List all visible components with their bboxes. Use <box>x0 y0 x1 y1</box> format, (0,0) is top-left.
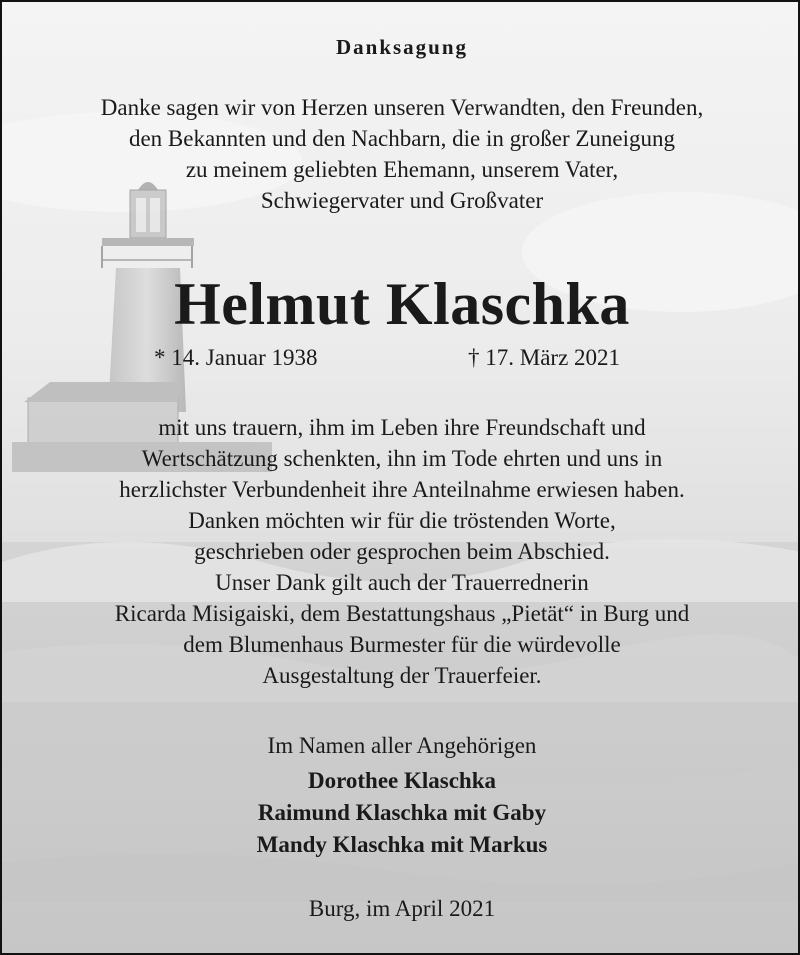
intro-line: den Bekannten und den Nachbarn, die in großer Zuneigung <box>128 126 676 151</box>
body-line: dem Blumenhaus Burmester für die würdevolle <box>183 632 621 657</box>
heading: Danksagung <box>335 35 469 59</box>
body-line: mit uns trauern, ihm im Leben ihre Freundschaft und <box>158 415 646 440</box>
body-line: Unser Dank gilt auch der Trauerrednerin <box>215 570 589 595</box>
body-line: Ausgestaltung der Trauerfeier. <box>262 663 542 688</box>
intro-line: Danke sagen wir von Herzen unseren Verwandten, den Freunden, <box>100 95 704 120</box>
intro-line: Schwiegervater und Großvater <box>260 188 544 213</box>
signature-name: Mandy Klaschka mit Markus <box>256 832 548 857</box>
intro-paragraph <box>2 92 800 216</box>
body-line: Danken möchten wir für die tröstenden Worte, <box>188 508 616 533</box>
body-paragraph <box>2 412 800 691</box>
signature-intro: Im Namen aller Angehörigen <box>267 733 537 758</box>
body-line: geschrieben oder gesprochen beim Abschied. <box>194 539 610 564</box>
signature-name: Dorothee Klaschka <box>307 768 497 793</box>
place-date: Burg, im April 2021 <box>308 896 496 921</box>
signature-name: Raimund Klaschka mit Gaby <box>257 800 547 825</box>
body-line: Ricarda Misigaiski, dem Bestattungshaus „Pietät“ in Burg und <box>114 601 690 626</box>
birth-date: * 14. Januar 1938 <box>154 345 318 370</box>
body-line: herzlichster Verbundenheit ihre Anteilnahme erwiesen haben. <box>119 477 685 502</box>
death-date: † 17. März 2021 <box>468 345 621 370</box>
intro-line: zu meinem geliebten Ehemann, unserem Vater, <box>185 157 619 182</box>
body-line: Wertschätzung schenkten, ihn im Tode ehrten und uns in <box>141 446 663 471</box>
signature-list <box>2 765 800 861</box>
deceased-name: Helmut Klaschka <box>174 271 630 337</box>
